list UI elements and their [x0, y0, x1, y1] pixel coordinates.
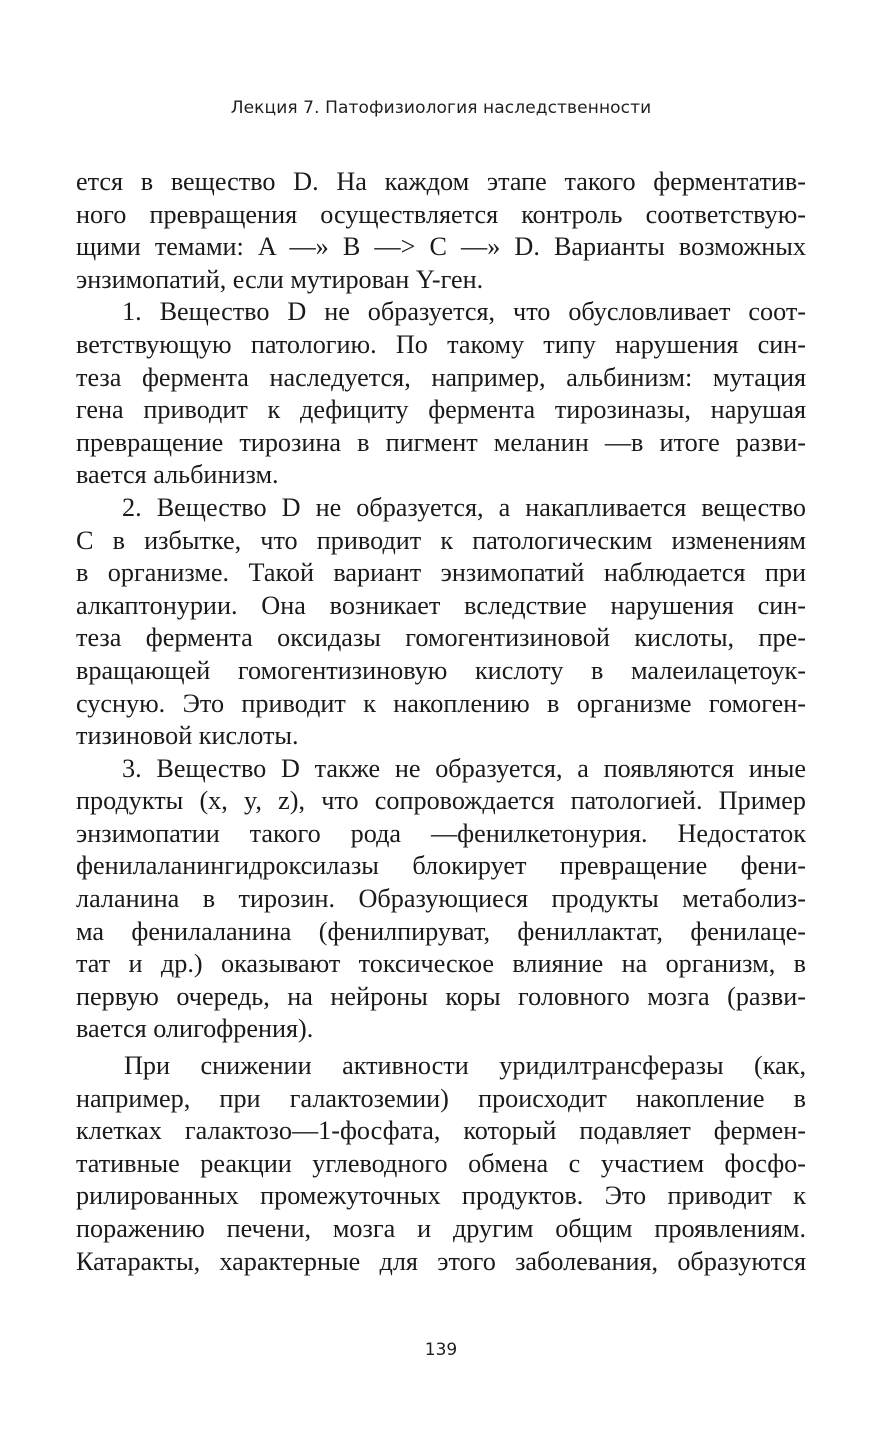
running-header: Лекция 7. Патофизиология наследственности: [230, 98, 652, 118]
text-line: вращающей гомогентизиновую кислоту в малеилацетоук-: [76, 655, 806, 685]
text-line: энзимопатий, если мутирован Y-ген.: [76, 264, 484, 294]
paragraph: [76, 296, 806, 492]
text-line: фенилаланингидроксилазы блокирует превращение фени-: [76, 851, 806, 881]
text-line: 2. Вещество D не образуется, а накапливается вещество: [122, 492, 806, 522]
body-text: [76, 166, 806, 1278]
text-line: 3. Вещество D также не образуется, а появляются иные: [122, 753, 806, 783]
text-line: теза фермента оксидазы гомогентизиновой кислоты, пре-: [76, 623, 806, 653]
text-line: 1. Вещество D не образуется, что обусловливает соот-: [122, 297, 806, 327]
text-line: в организме. Такой вариант энзимопатий наблюдается при: [76, 558, 806, 588]
text-line: Катаракты, характерные для этого заболевания, образуются: [76, 1246, 806, 1276]
text-line: клетках галактозо—1-фосфата, который подавляет фермен-: [76, 1116, 806, 1146]
text-line: сусную. Это приводит к накоплению в организме гомоген-: [76, 688, 806, 718]
text-line: ется в вещество D. На каждом этапе такого ферментатив-: [76, 167, 806, 196]
text-line: При снижении активности уридилтрансферазы (как,: [124, 1051, 806, 1081]
text-line: например, при галактоземии) происходит накопление в: [76, 1083, 806, 1113]
text-line: ного превращения осуществляется контроль соответствую-: [76, 199, 806, 229]
text-line: ма фенилаланина (фенилпируват, фениллактат, фенилаце-: [76, 916, 806, 946]
text-line: поражению печени, мозга и другим общим проявлениям.: [76, 1214, 806, 1243]
text-line: гена приводит к дефициту фермента тирозиназы, нарушая: [76, 395, 806, 425]
text-line: алкаптонурии. Она возникает вследствие нарушения син-: [76, 590, 806, 620]
text-line: тизиновой кислоты.: [76, 721, 299, 751]
text-line: продукты (x, y, z), что сопровождается патологией. Пример: [76, 786, 806, 816]
paragraph: [76, 166, 806, 296]
text-line: ветствующую патологию. По такому типу нарушения син-: [76, 329, 806, 359]
text-line: энзимопатии такого рода —фенилкетонурия. Недостаток: [76, 818, 806, 848]
text-line: превращение тирозина в пигмент меланин —в итоге разви-: [76, 427, 806, 457]
page-number: 139: [424, 1340, 458, 1360]
text-line: щими темами: A —» B —> C —» D. Варианты возможных: [76, 232, 806, 262]
text-line: тат и др.) оказывают токсическое влияние на организм, в: [76, 949, 806, 979]
text-line: вается олигофрения).: [76, 1014, 314, 1044]
text-line: вается альбинизм.: [76, 460, 279, 490]
text-line: C в избытке, что приводит к патологическим изменениям: [76, 525, 806, 555]
text-line: первую очередь, на нейроны коры головного мозга (разви-: [76, 981, 806, 1011]
paragraph: [76, 753, 806, 1046]
text-line: теза фермента наследуется, например, альбинизм: мутация: [76, 362, 806, 392]
text-line: рилированных промежуточных продуктов. Это приводит к: [76, 1181, 806, 1211]
text-line: лаланина в тирозин. Образующиеся продукты метаболиз-: [76, 884, 806, 914]
paragraph: [76, 492, 806, 753]
paragraph: [76, 1050, 806, 1278]
text-line: тативные реакции углеводного обмена с участием фосфо-: [76, 1148, 806, 1178]
